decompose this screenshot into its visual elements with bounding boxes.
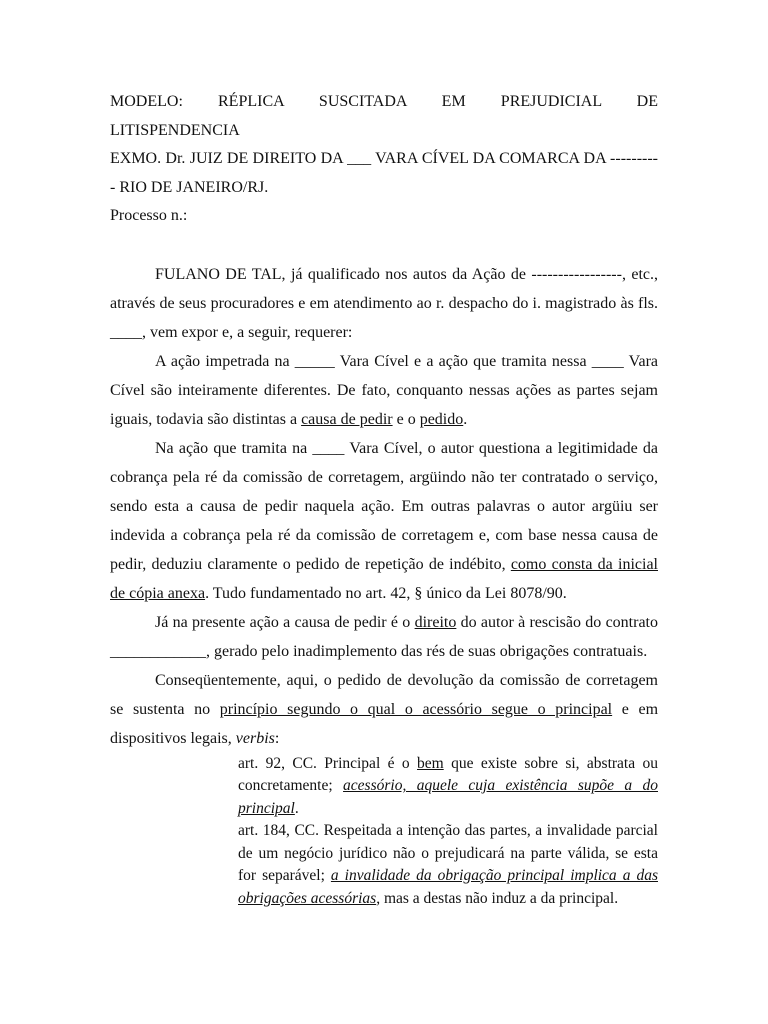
- text: Na ação que tramita na ____ Vara Cível, o autor questiona a legitimidade da cobrança pela ré da comissão de corretagem, argüindo não ter contratado o serviço, sendo esta a causa de pedir naquela ação. Em outras palavras o autor argüiu ser indevida a cobrança pela ré da comissão de corretagem e, com base nessa causa de pedir, deduziu claramente o pedido de repetição de indébito,: [110, 439, 658, 573]
- legal-quotation-block: [238, 753, 658, 911]
- text: art. 92, CC. Principal é o: [238, 754, 418, 772]
- paragraph-actions-differ: [110, 347, 658, 434]
- court-address: EXMO. Dr. JUIZ DE DIREITO DA ___ VARA CÍVEL DA COMARCA DA ---------- RIO DE JANEIRO/RJ.: [110, 150, 658, 196]
- text: :: [274, 729, 280, 747]
- process-number: Processo n.:: [110, 207, 188, 224]
- paragraph-intro: FULANO DE TAL, já qualificado nos autos da Ação de -----------------, etc., através de seus procuradores e em atendimento ao r. despacho do i. magistrado às fls. ____, vem expor e, a seguir, requerer:: [110, 265, 658, 341]
- text: A ação impetrada na _____ Vara Cível e a ação que tramita nessa ____ Vara Cível são inteiramente diferentes. De fato, conquanto nessas ações as partes sejam iguais, todavia são distintas a: [110, 352, 658, 428]
- text: . Tudo fundamentado no art. 42, § único da Lei 8078/90.: [205, 584, 567, 602]
- document-title-line-2: LITISPENDENCIA: [110, 121, 240, 139]
- underlined-italic-invalidade: a invalidade da obrigação principal implica a das obrigações acessórias: [238, 867, 658, 907]
- text: e o: [392, 410, 420, 428]
- text: art. 184, CC. Respeitada a intenção das partes, a invalidade parcial de um negócio jurídico não o prejudicará na parte válida, se esta for separável;: [238, 822, 658, 884]
- text: que existe sobre si, abstrata ou concretamente;: [238, 754, 658, 794]
- document-title-line-1: MODELO: RÉPLICA SUSCITADA EM PREJUDICIAL DE: [110, 93, 658, 110]
- document-page: [110, 88, 658, 910]
- text: Conseqüentemente, aqui, o pedido de devolução da comissão de corretagem se sustenta no: [110, 671, 658, 718]
- text: .: [294, 799, 299, 817]
- text: .: [463, 410, 468, 428]
- italic-verbis: verbis: [235, 729, 275, 747]
- underlined-pedido: pedido: [419, 410, 464, 428]
- underlined-italic-acessorio: acessório, aquele cuja existência supõe a do principal: [238, 777, 658, 817]
- underlined-principle: princípio segundo o qual o acessório segue o principal: [219, 700, 613, 718]
- spacer: [110, 231, 658, 260]
- underlined-inicial-anexa: como consta da inicial de cópia anexa: [110, 555, 658, 602]
- quote-art-92: [238, 753, 658, 821]
- text: e em dispositivos legais,: [110, 700, 659, 747]
- text: do autor à rescisão do contrato ____________, gerado pelo inadimplemento das rés de suas obrigações contratuais.: [110, 613, 658, 660]
- underlined-causa-de-pedir: causa de pedir: [301, 410, 393, 428]
- paragraph-present-action: [110, 608, 658, 666]
- quote-art-184: [238, 820, 658, 910]
- paragraph-consequently: [110, 666, 658, 753]
- text: Já na presente ação a causa de pedir é o: [155, 613, 415, 631]
- underlined-direito: direito: [414, 613, 457, 631]
- underlined-bem: bem: [417, 754, 444, 772]
- text: , mas a destas não induz a da principal.: [376, 889, 619, 907]
- paragraph-other-action: [110, 434, 658, 608]
